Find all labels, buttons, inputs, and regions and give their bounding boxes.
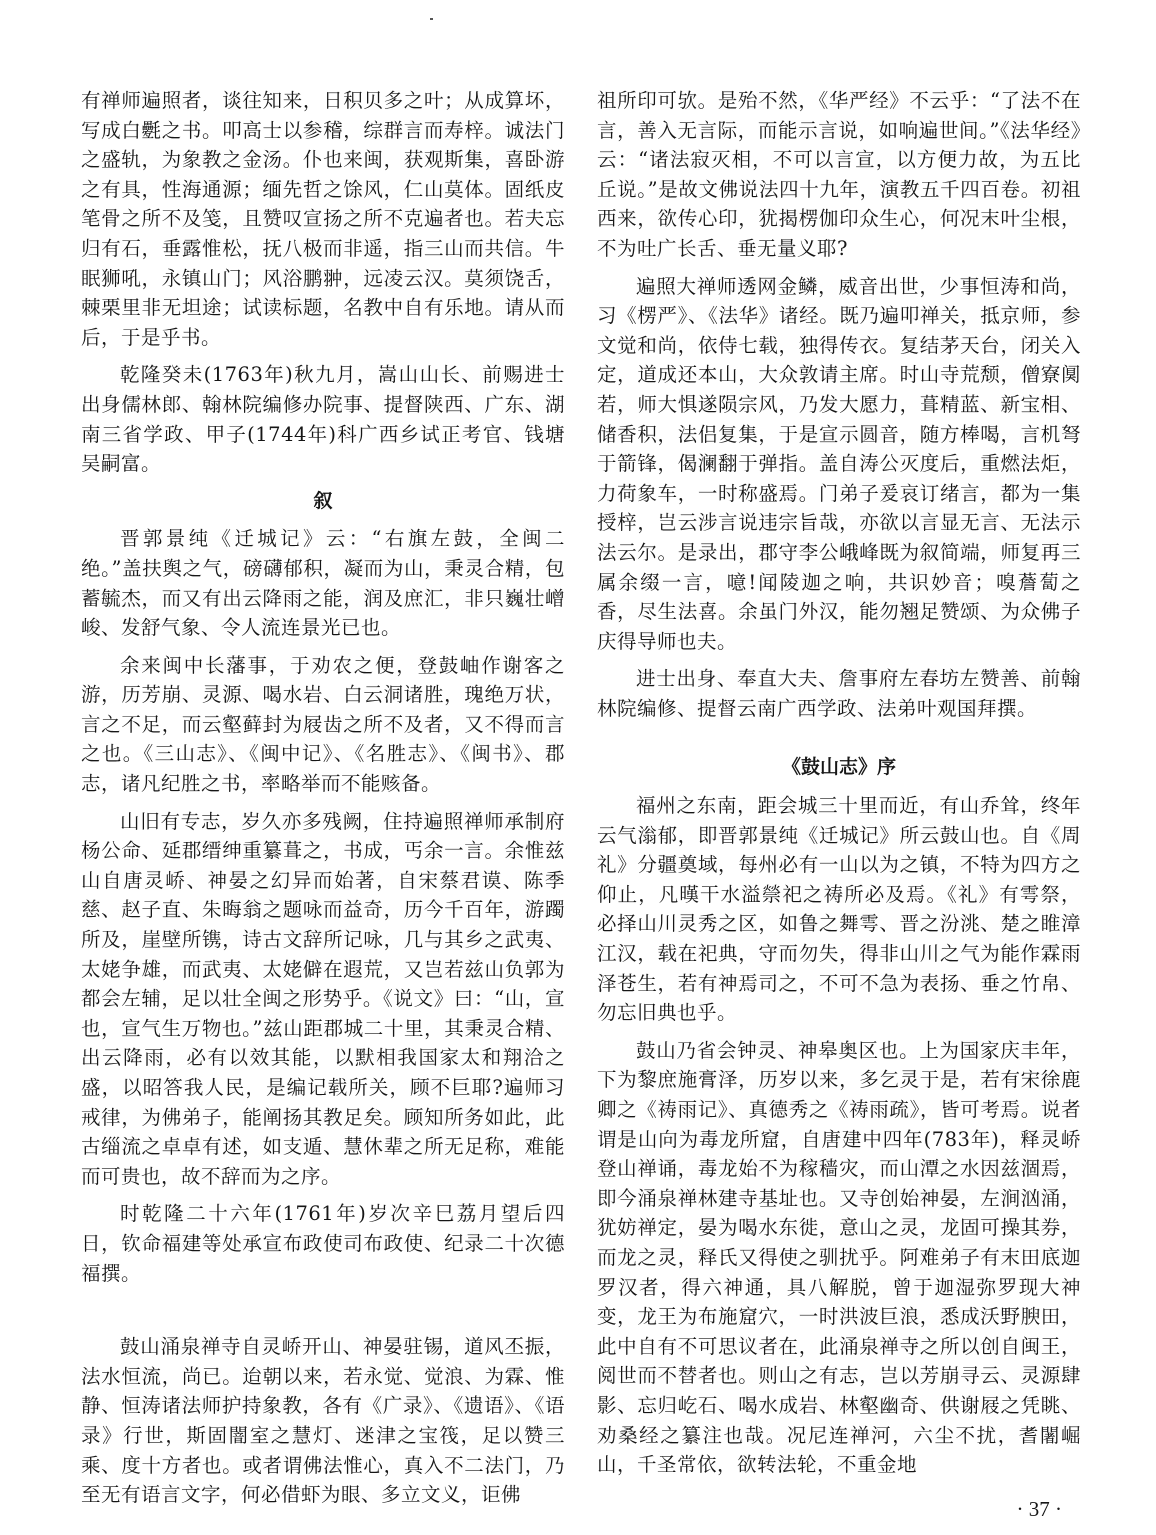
section-heading: 《鼓山志》序 [781,756,896,779]
left-column [81,86,565,1510]
page-number: · 37 · [1016,1497,1062,1521]
paragraph: 福州之东南，距会城三十里而近，有山乔耸，终年云气滃郁，即晋郭景纯《迁城记》所云鼓山也。自《周礼》分疆奠域，每州必有一山以为之镇，不特为四方之仰止，凡暵干水溢禜祀之祷所必及焉。《礼》有雩祭，必择山川灵秀之区，如鲁之舞雩、晋之汾洮、楚之睢漳江汉，载在祀典，守而勿失，得非山川之气为能作霖雨泽苍生，若有神焉司之，不可不急为表扬、垂之竹帛、勿忘旧典也乎。 [597,794,1081,1025]
paragraph: 鼓山乃省会钟灵、神皋奥区也。上为国家庆丰年，下为黎庶施膏泽，历岁以来，多乞灵于是，若有宋徐鹿卿之《祷雨记》、真德秀之《祷雨疏》，皆可考焉。说者谓是山向为毒龙所窟，自唐建中四年(783年)，释灵峤登山禅诵，毒龙始不为稼穑灾，而山潭之水因兹涸焉，即今涌泉禅林建寺基址也。又寺创始神晏，左涧汹涌，犹妨禅定，晏为喝水东徙，意山之灵，龙固可操其券，而龙之灵，释氏又得使之驯扰乎。阿难弟子有末田底迦罗汉者，得六神通，具八解脱，曾于迦湿弥罗现大神变，龙王为布施窟穴，一时洪波巨浪，悉成沃野腴田，此中自有不可思议者在，此涌泉禅寺之所以创自闽王，阅世而不替者也。则山之有志，岂以芳崩寻云、灵源肆影、忘归屹石、喝水成岩、林壑幽奇、供谢屐之凭眺、劝桑经之纂注也哉。况尼连禅河，六尘不扰，耆闍崛山，千圣常依，欲转法轮，不重金地 [597,1038,1081,1477]
section-heading: 叙 [313,489,333,512]
scan-mark [430,18,433,20]
paragraph: 乾隆癸未(1763年)秋九月，嵩山山长、前赐进士出身儒林郎、翰林院编修办院事、提督陕西、广东、湖南三省学政、甲子(1744年)科广西乡试正考官、钱塘吴嗣富。 [81,363,565,476]
paragraph: 余来闽中长藩事，于劝农之便，登鼓岫作谢客之游，历芳崩、灵源、喝水岩、白云洞诸胜，瑰绝万状，言之不足，而云壑藓封为屐齿之所不及者，又不得而言之也。《三山志》、《闽中记》、《名胜志》、《闽书》、郡志，诸凡纪胜之书，率略举而不能赅备。 [81,653,565,796]
paragraph: 鼓山涌泉禅寺自灵峤开山、神晏驻锡，道风丕振，法水恒流，尚已。迨朝以来，若永觉、觉浪、为霖、惟静、恒涛诸法师护持象教，各有《广录》、《遗语》、《语录》行世，斯固闇室之慧灯、迷津之宝筏，足以赞三乘、度十方者也。或者谓佛法惟心，真入不二法门，乃至无有语言文字，何必借虾为眼、多立文义，讵佛 [81,1335,565,1507]
paragraph: 时乾隆二十六年(1761年)岁次辛巳荔月望后四日，钦命福建等处承宣布政使司布政使、纪录二十次德福撰。 [81,1202,565,1285]
paragraph: 进士出身、奉直大夫、詹事府左春坊左赞善、前翰林院编修、提督云南广西学政、法弟叶观国拜撰。 [597,667,1081,720]
paragraph: 祖所印可欤。是殆不然，《华严经》不云乎：“了法不在言，善入无言际，而能示言说，如响遍世间。”《法华经》云：“诸法寂灭相，不可以言宣，以方便力故，为五比丘说。”是故文佛说法四十九年，演教五千四百卷。初祖西来，欲传心印，犹揭楞伽印众生心，何况末叶尘根，不为吐广长舌、垂无量义耶? [597,89,1081,260]
paragraph: 晋郭景纯《迁城记》云：“右旗左鼓，全闽二绝。”盖扶舆之气，磅礴郁积，凝而为山，秉灵合精，包蓄毓杰，而又有出云降雨之能，润及庶汇，非只巍壮嶒峻、发舒气象、令人流连景光已也。 [81,527,565,640]
paragraph: 有禅师遍照者，谈往知来，日积贝多之叶；从成算坏，写成白氎之书。叩高士以参稽，综群言而寿梓。诚法门之盛轨，为象教之金汤。仆也来闽，获观斯集，喜卧游之有具，性海通源；缅先哲之馀风，仁山莫体。固纸皮笔骨之所不及笺，且赞叹宣扬之所不克遍者也。若夫忘归有石，垂露惟松，抚八极而非遥，指三山而共信。牛眠狮吼，永镇山门；风浴鹏翀，远凌云汉。莫须饶舌，棘栗里非无坦途；试读标题，名教中自有乐地。请从而后，于是乎书。 [81,89,565,349]
paragraph: 山旧有专志，岁久亦多残阙，住持遍照禅师承制府杨公命、延郡缙绅重纂葺之，书成，丐余一言。余惟兹山自唐灵峤、神晏之幻异而始著，自宋蔡君谟、陈季慈、赵子直、朱晦翁之题咏而益奇，历今千百年，游躅所及，崖壁所镌，诗古文辞所记咏，几与其乡之武夷、太姥争雄，而武夷、太姥僻在遐荒，又岂若兹山负郭为都会左辅，足以壮全闽之形势乎。《说文》曰：“山，宣也，宣气生万物也。”兹山距郡城二十里，其秉灵合精、出云降雨，必有以效其能，以默相我国家太和翔洽之盛，以昭答我人民，是编记载所关，顾不巨耶?遍师习戒律，为佛弟子，能阐扬其教足矣。顾知所务如此，此古缁流之卓卓有述，如支遁、慧休辈之所无足称，难能而可贵也，故不辞而为之序。 [81,809,565,1188]
paragraph: 遍照大禅师透网金鳞，威音出世，少事恒涛和尚，习《楞严》、《法华》诸经。既乃遍叩禅关，抵京师，参文觉和尚，依侍七载，独得传衣。复结茅天台，闭关入定，道成还本山，大众敦请主席。时山寺荒颓，僧寮阒若，师大惧遂陨宗风，乃发大愿力，葺精蓝、新宝相、储香积，法侣复集，于是宣示圆音，随方棒喝，言机弩于箭锋，偈澜翻于弹指。盖自涛公灭度后，重燃法炬，力荷象车，一时称盛焉。门弟子爰哀订绪言，都为一集授梓，岂云涉言说违宗旨哉，亦欲以言显无言、无法示法云尔。是录出，郡守李公峨峰既为叙简端，师复再三属余缀一言，噫!闻陵迦之响，共识妙音；嗅薝蔔之香，尽生法喜。余虽门外汉，能勿翘足赞颂、为众佛子庆得导师也夫。 [597,274,1081,653]
right-column [597,86,1081,1480]
